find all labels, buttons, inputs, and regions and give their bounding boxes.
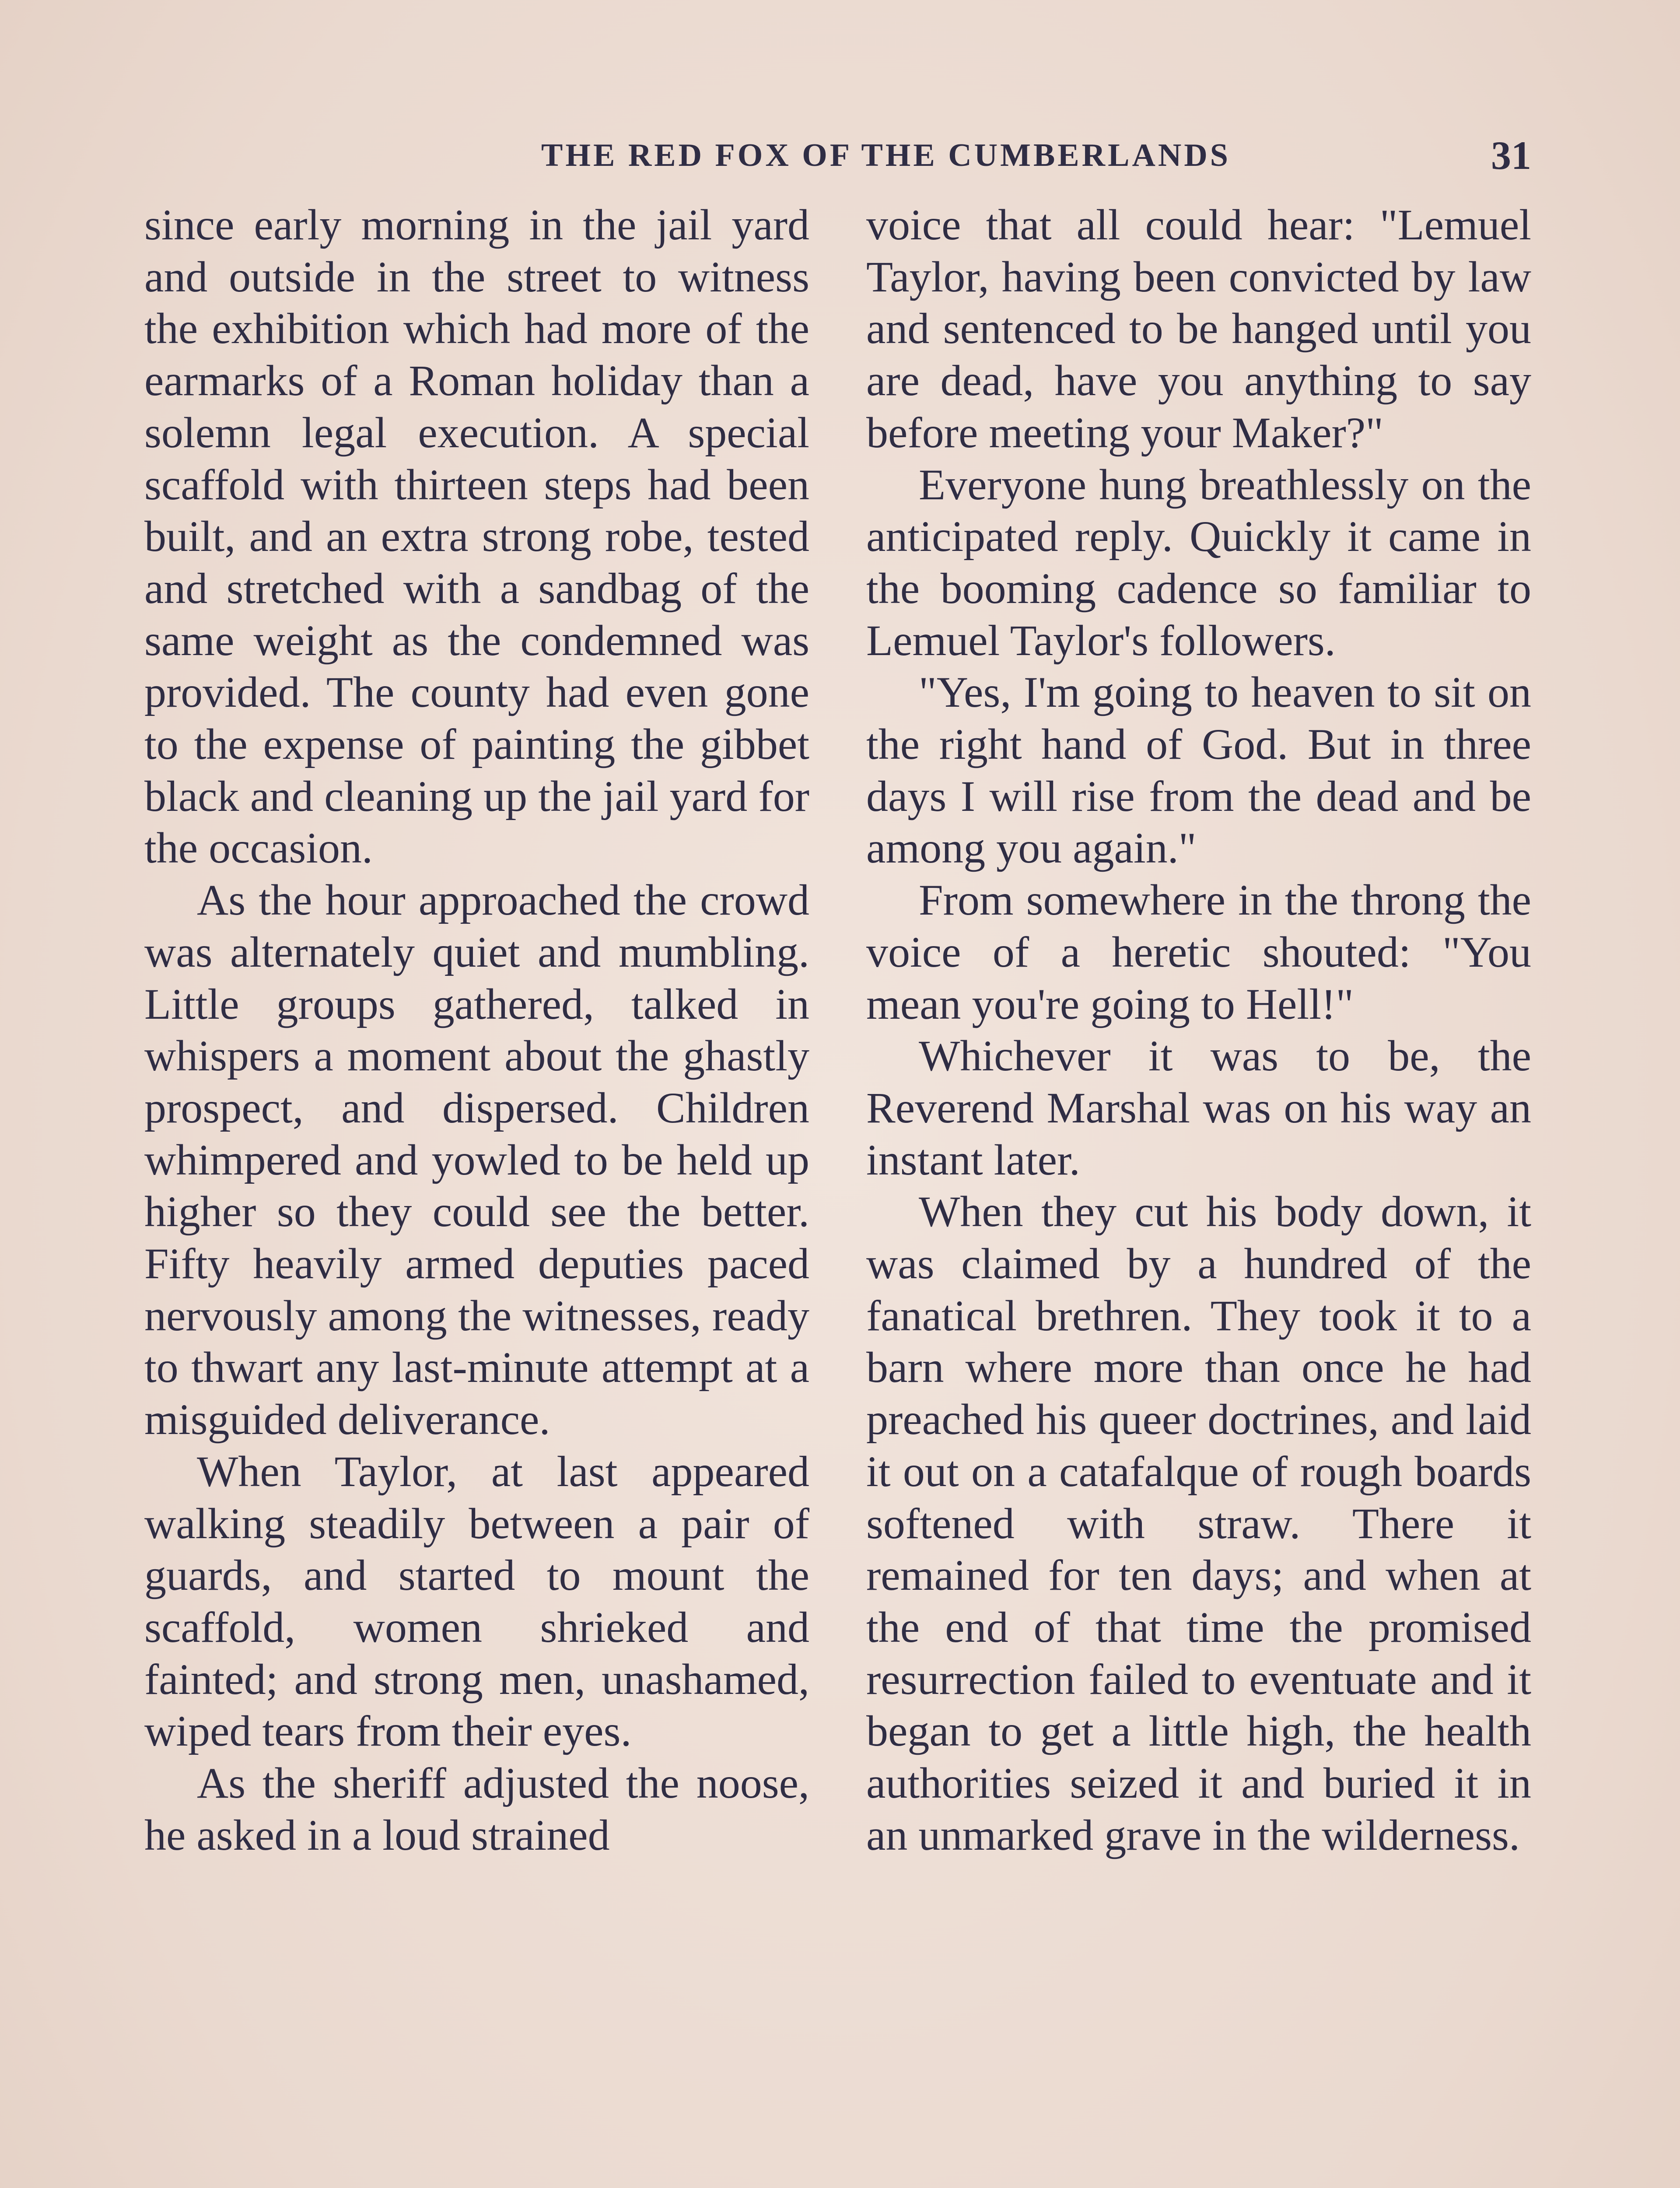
paragraph: From somewhere in the throng the voice of a heretic shouted: "You mean you're going to Hell!": [866, 876, 1531, 1028]
right-column: [866, 199, 1531, 1862]
page-number: 31: [1491, 133, 1531, 178]
paragraph: Everyone hung breathlessly on the anticipated reply. Quickly it came in the booming cadence so familiar to Lemuel Taylor's followers.: [866, 460, 1531, 665]
running-title: THE RED FOX OF THE CUMBERLANDS: [541, 137, 1231, 173]
paragraph: Whichever it was to be, the Reverend Marshal was on his way an instant later.: [866, 1031, 1531, 1184]
paragraph: When Taylor, at last appeared walking steadily between a pair of guards, and started to mount the scaffold, women shrieked and fainted; and strong men, unashamed, wiped tears from their eyes.: [144, 1447, 809, 1756]
left-column: [144, 199, 809, 1862]
paragraph: When they cut his body down, it was claimed by a hundred of the fanatical brethren. They took it to a barn where more than once he had preached his queer doctrines, and laid it out on a catafalque of rough boards softened with straw. There it remained for ten days; and when at the end of that time the promised resurrection failed to eventuate and it began to get a little high, the health authorities seized it and buried it in an unmarked grave in the wilderness.: [866, 1187, 1531, 1859]
paragraph: As the sheriff adjusted the noose, he asked in a loud strained: [144, 1759, 809, 1859]
page-header: [144, 131, 1531, 179]
paragraph: voice that all could hear: "Lemuel Taylor, having been convicted by law and sentenced to be hanged until you are dead, have you anything to say before meeting your Maker?": [866, 200, 1531, 457]
paragraph: "Yes, I'm going to heaven to sit on the right hand of God. But in three days I will rise from the dead and be among you again.": [866, 668, 1531, 873]
paragraph: since early morning in the jail yard and outside in the street to witness the exhibition which had more of the earmarks of a Roman holiday than a solemn legal execution. A special scaffold with thirteen steps had been built, and an extra strong robe, tested and stretched with a sandbag of the same weight as the condemned was provided. The county had even gone to the expense of painting the gibbet black and cleaning up the jail yard for the occasion.: [144, 200, 809, 873]
paragraph: As the hour approached the crowd was alternately quiet and mumbling. Little groups gathered, talked in whispers a moment about the ghastly prospect, and dispersed. Children whimpered and yowled to be held up higher so they could see the better. Fifty heavily armed deputies paced nervously among the witnesses, ready to thwart any last-minute attempt at a misguided deliverance.: [144, 876, 809, 1444]
